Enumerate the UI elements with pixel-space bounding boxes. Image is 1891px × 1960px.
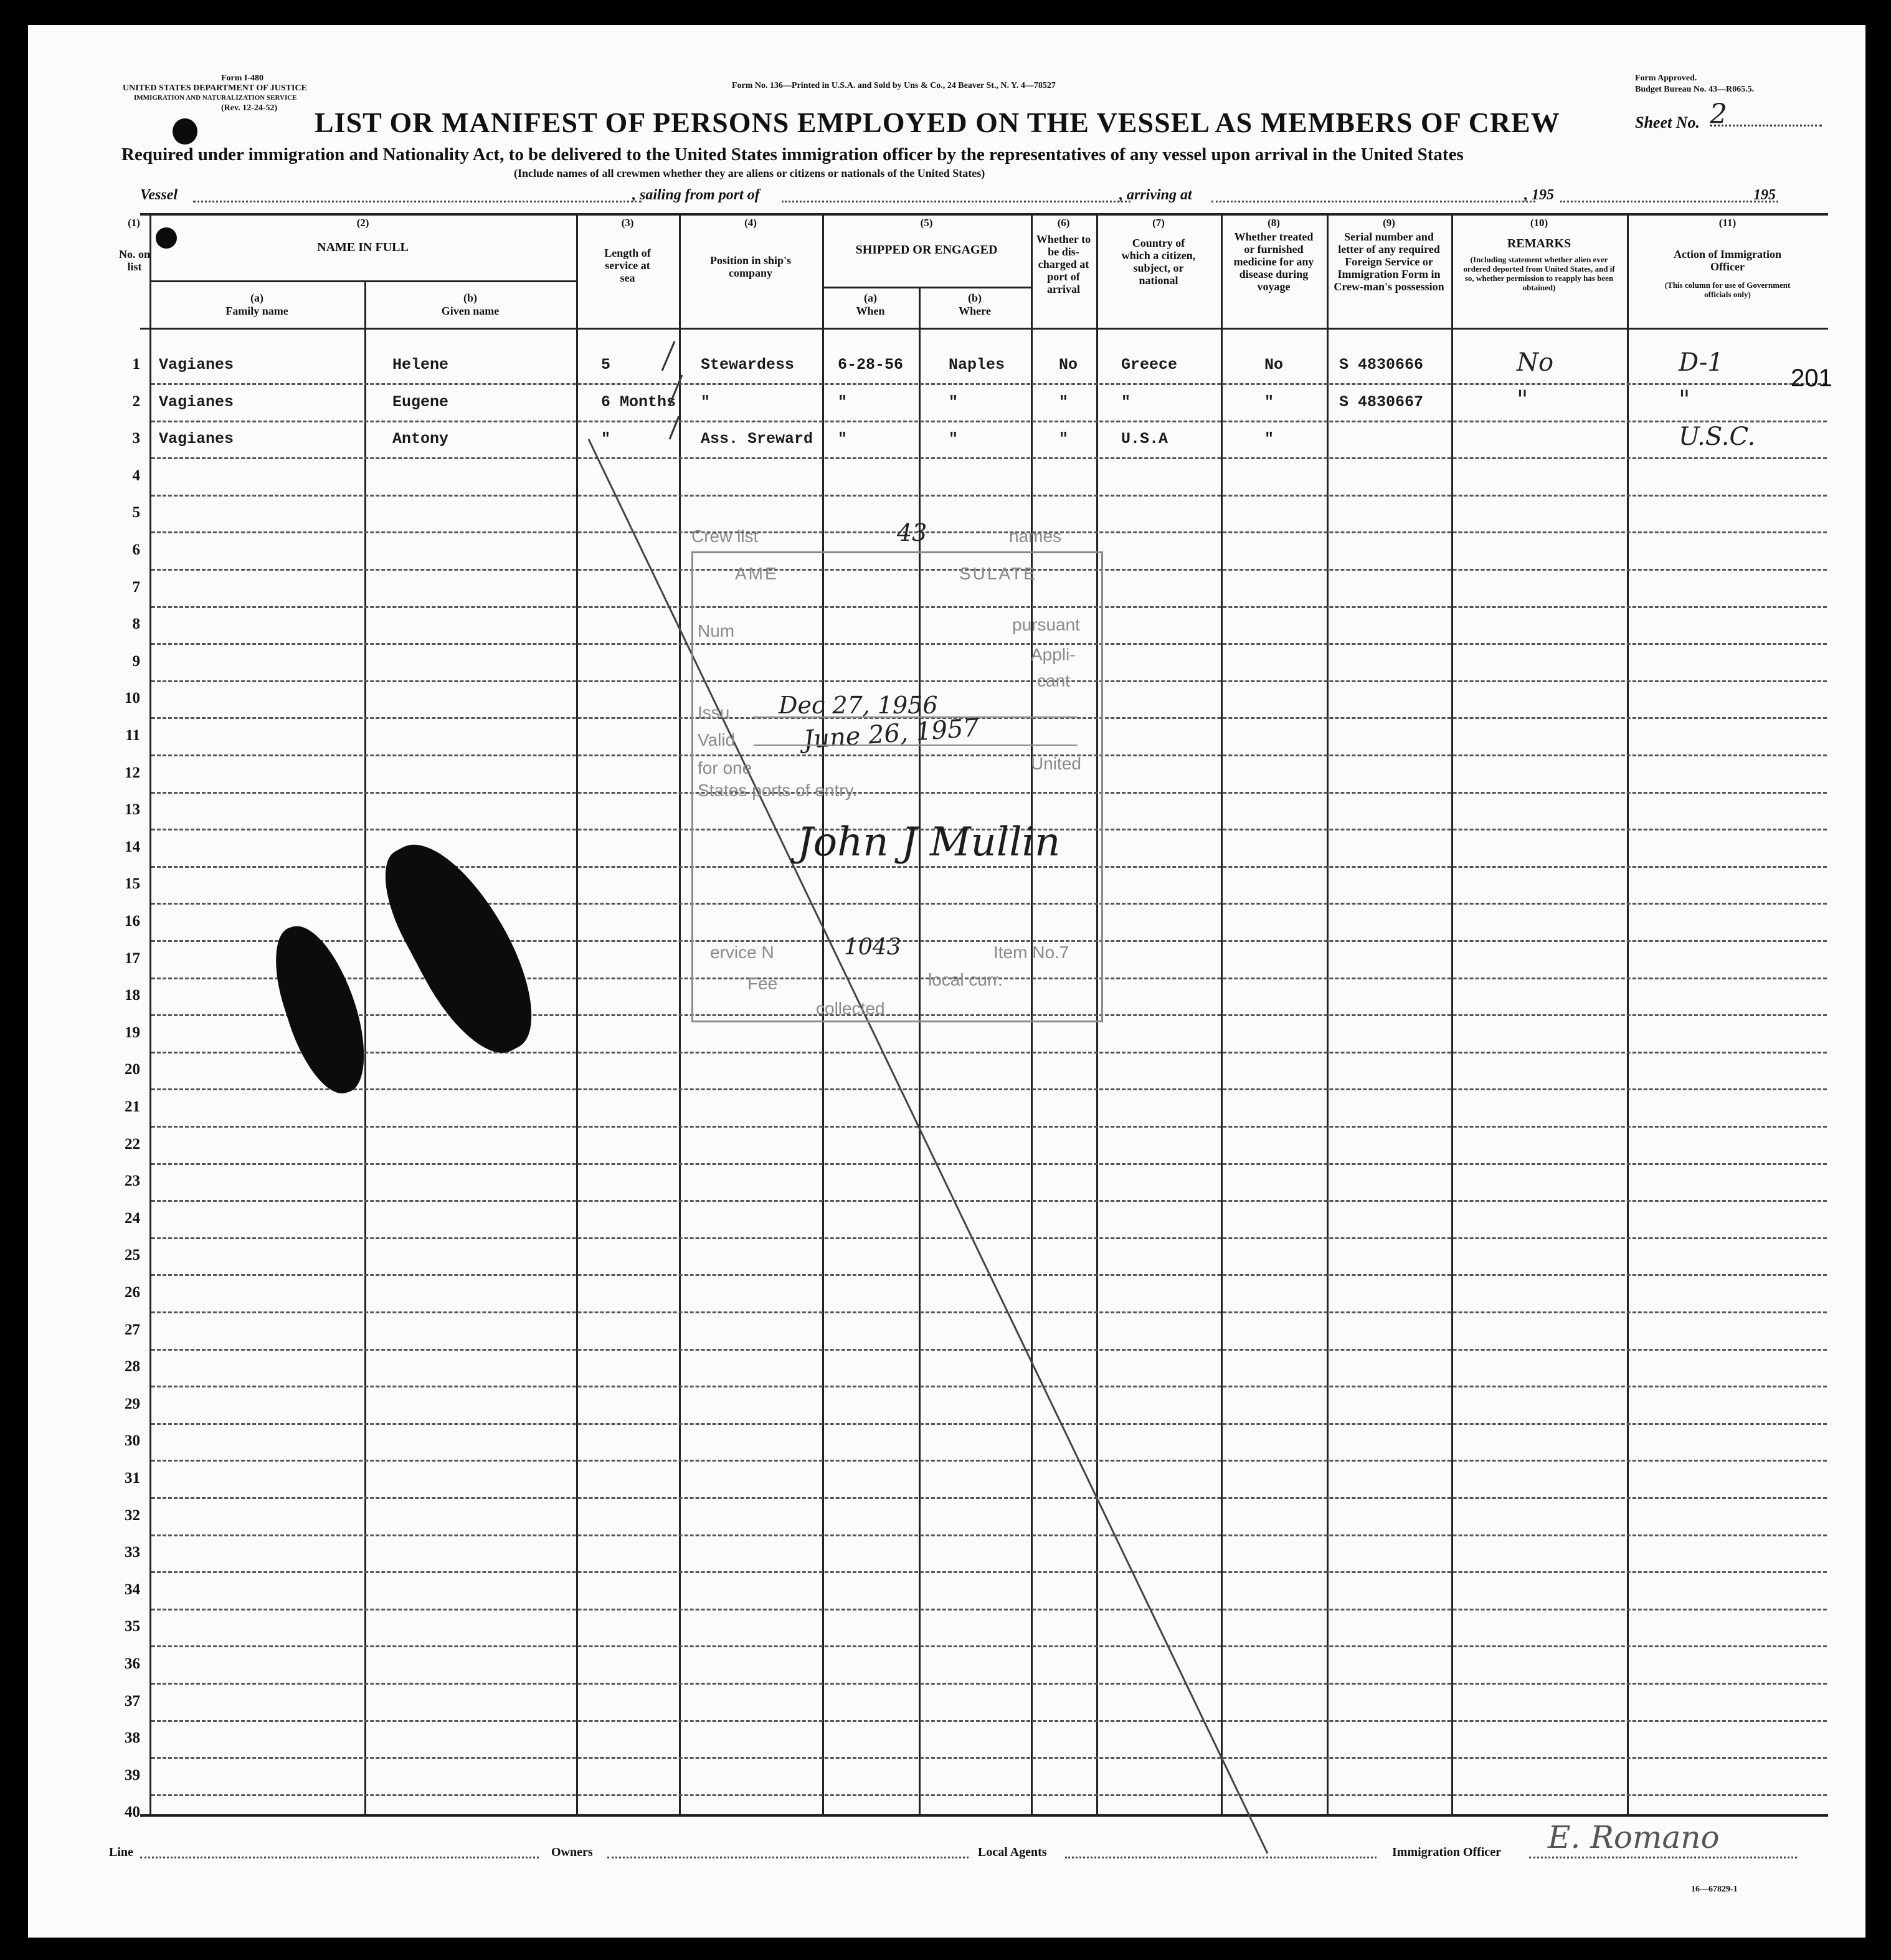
stamp-local: local curr. [928, 970, 1003, 989]
cell-service: 5 [601, 356, 611, 374]
cell-where: " [949, 430, 959, 449]
form-number: Form I-480 [221, 74, 264, 83]
margin-number: 201 [1791, 364, 1832, 392]
col8-num: (8) [1268, 217, 1280, 229]
col5-num: (5) [920, 217, 933, 229]
stamp-header-a: AME [735, 564, 779, 583]
form-approved: Form Approved. [1635, 74, 1697, 83]
col4-label: Position in ship's company [709, 254, 792, 279]
col2-label: NAME IN FULL [317, 240, 409, 254]
cell-where: " [949, 392, 959, 411]
row-number: 11 [125, 727, 140, 744]
cell-position: Stewardess [701, 356, 795, 374]
col10-num: (10) [1530, 217, 1548, 229]
row-number: 20 [125, 1061, 140, 1078]
printer-line: Form No. 136—Printed in U.S.A. and Sold by Uns & Co., 24 Beaver St., N. Y. 4—78527 [732, 81, 1056, 90]
manifest-sheet: Form I-480 UNITED STATES DEPARTMENT OF JUSTICE IMMIGRATION AND NATURALIZATION SERVICE (Rev. 12-24-52) Form No. 136—Printed in U.S.A. and Sold by Uns & Co., 24 Beaver St., N. Y. 4—78527 Form Approved. Budget Bureau No. 43—R065.5. LIST OR MANIFEST OF PERSONS EMPLOYED ON THE VESSEL AS MEMBERS OF CREW Sheet No. 2 Required under immigration and Nationality Act, to be delivered to the United States immigration officer by the representatives of any vessel upon arrival in the United States (Include names of all crewmen whether they are aliens or citizens or nationals of the United States) Vessel , sailing from port of , arriving at , 195 195 (1) No. on list (2) NAME IN FULL (a) Family name (b) Given name (3) Length of service at sea (4) Position in ship's company (5) SHIPPED OR ENGAGED (a) When (b) Where (6) Whether to be dis-charged at port of arrival (7) Country of which a citizen, subject, or national (8) Whether treated or furnished medicine for any disease during voyage (9) Serial number and letter of any required Foreign Service or Immigration Form in Crew-man's possession (10) REMARKS (Including statement whether alien ever ordered deported from United States, and if so, whether permission to reapply has been obtained) (11) Action of Immigration Officer (This column for use of Government officials only) 1 2 3 4 5 6 7 8 9 10 11 12 13 14 15 16 17 18 19 20 21 22 23 24 25 26 27 28 29 30 31 32 33 34 35 36 37 38 39 40 Vagianes Helene 5 Stewardess 6-28-56 Naples No Greece No S 4830666 No D-1 Vagianes Eugene 6 Months " " " " " " S 4830667 " " Vagianes Antony " Ass. Sreward " " " U.S.A " U.S.C. 201 Crew list 43 names AME SULATE Num pursuant Appli- cant Issu Dec 27, 1956 Valid June 26, 1957 for one United States ports of entry. John J Mullin ervice N 1043 Item No.7 Fee local curr. collected Line Owners Local Agents Immigration Officer E. Romano 16—67829-1 [28, 25, 1865, 1938]
col3-num: (3) [621, 217, 634, 229]
row-number: 4 [132, 467, 140, 484]
vessel-label: Vessel [140, 187, 178, 203]
row-number: 39 [125, 1766, 140, 1784]
col9-num: (9) [1383, 217, 1395, 229]
sailing-label: , sailing from port of [632, 187, 760, 203]
col10-label: REMARKS [1507, 237, 1571, 250]
col7-label: Country of which a citizen, subject, or national [1121, 237, 1196, 287]
consulate-stamp [691, 519, 1102, 1025]
stamp-valid-label: Valid [698, 730, 736, 749]
officer-signature: E. Romano [1548, 1819, 1720, 1855]
cell-country: " [1121, 392, 1131, 411]
row-number: 34 [125, 1581, 140, 1598]
col2a-num: (a) [250, 292, 263, 304]
col5a-label: When [856, 305, 885, 317]
sheet-number: 2 [1710, 98, 1727, 130]
cell-when: 6-28-56 [838, 356, 904, 374]
sheet-label: Sheet No. [1635, 113, 1700, 131]
stamp-item-no: Item No.7 [993, 943, 1069, 962]
row-number: 26 [125, 1284, 140, 1301]
cell-action: U.S.C. [1679, 422, 1756, 452]
row-number: 29 [125, 1395, 140, 1412]
stamp-service-label: ervice N [710, 943, 774, 962]
cell-service: 6 Months [601, 392, 676, 411]
row-number: 3 [132, 430, 140, 447]
row-number: 35 [125, 1618, 140, 1635]
row-number: 8 [132, 616, 140, 633]
cell-position: Ass. Sreward [701, 430, 813, 449]
row-number: 19 [125, 1024, 140, 1041]
row-number: 18 [125, 987, 140, 1004]
row-number: 24 [125, 1209, 140, 1227]
cell-family: Vagianes [159, 356, 234, 374]
row-number: 23 [125, 1173, 140, 1190]
check-marks [662, 341, 682, 439]
cell-discharged: No [1059, 356, 1078, 374]
row-number: 6 [132, 541, 140, 558]
cell-when: " [838, 430, 848, 449]
col5b-label: Where [959, 305, 991, 317]
cell-family: Vagianes [159, 392, 234, 411]
row-number: 5 [132, 504, 140, 521]
row-number: 32 [125, 1506, 140, 1524]
col2a-label: Family name [225, 305, 288, 317]
col8-label: Whether treated or furnished medicine for any disease during voyage [1233, 231, 1314, 293]
col5a-num: (a) [864, 292, 877, 304]
row-number: 40 [125, 1804, 140, 1821]
stamp-num: Num [698, 621, 735, 640]
col5b-num: (b) [968, 292, 982, 304]
row-number: 17 [125, 949, 140, 967]
revision: (Rev. 12-24-52) [221, 103, 278, 113]
row-number: 1 [132, 356, 140, 373]
bottom-code: 16—67829-1 [1691, 1885, 1738, 1894]
service: IMMIGRATION AND NATURALIZATION SERVICE [134, 94, 297, 102]
row-number: 10 [125, 690, 140, 707]
row-number: 33 [125, 1544, 140, 1561]
cell-action: " [1679, 385, 1690, 414]
cell-remarks: No [1517, 348, 1554, 377]
col11-num: (11) [1718, 217, 1737, 229]
cell-serial: S 4830666 [1339, 356, 1424, 374]
cell-medicine: No [1264, 356, 1284, 374]
stamp-appli: Appli- [1031, 645, 1076, 664]
col10-sub: (Including statement whether alien ever ordered deported from United States, and if so, whether permission to reapply has been obtained) [1463, 255, 1615, 292]
col11-sub: (This column for use of Government officials only) [1664, 280, 1791, 299]
ink-blot [156, 227, 177, 249]
row-number: 15 [125, 875, 140, 893]
stamp-issued-date: Dec 27, 1956 [779, 692, 938, 719]
row-number: 16 [125, 913, 140, 930]
footer-owners-label: Owners [551, 1845, 593, 1859]
stamp-issued-label: Issu [698, 703, 730, 722]
cell-where: Naples [949, 356, 1005, 374]
department: UNITED STATES DEPARTMENT OF JUSTICE [123, 83, 307, 93]
row-number: 2 [132, 392, 140, 410]
row-number: 7 [132, 578, 140, 596]
stamp-pursuant: pursuant [1012, 615, 1080, 634]
col6-label: Whether to be dis-charged at port of arrival [1036, 233, 1091, 295]
row-number: 36 [125, 1655, 140, 1672]
subtitle: Required under immigration and Nationality Act, to be delivered to the United States immigration officer by the representatives of any vessel upon arrival in the United States [121, 145, 1464, 164]
cell-discharged: " [1059, 430, 1069, 449]
cell-medicine: " [1264, 430, 1274, 449]
row-number: 28 [125, 1358, 140, 1376]
footer-officer-label: Immigration Officer [1392, 1845, 1501, 1859]
stamp-united: United [1031, 754, 1081, 773]
row-number: 27 [125, 1321, 140, 1338]
cell-service: " [601, 430, 611, 449]
cell-position: " [701, 392, 711, 411]
col1-num: (1) [128, 217, 140, 229]
stamp-count: 43 [897, 519, 927, 546]
col7-num: (7) [1152, 217, 1165, 229]
row-number: 22 [125, 1135, 140, 1153]
col2b-label: Given name [441, 305, 500, 317]
stamp-names: names [1009, 526, 1062, 546]
col9-label: Serial number and letter of any required Foreign Service or Immigration Form in Crew-man's possession [1334, 231, 1444, 293]
row-number: 13 [125, 801, 140, 819]
row-number: 31 [125, 1470, 140, 1487]
row-number: 12 [125, 764, 140, 781]
col4-num: (4) [744, 217, 757, 229]
cell-given: Antony [392, 430, 449, 449]
row-number: 30 [125, 1432, 140, 1450]
cell-given: Helene [392, 356, 449, 374]
row-number: 37 [125, 1692, 140, 1710]
col6-num: (6) [1057, 217, 1070, 229]
stamp-cant: cant [1037, 671, 1070, 690]
row-number: 38 [125, 1729, 140, 1747]
cell-given: Eugene [392, 392, 449, 411]
footer-line-label: Line [109, 1845, 133, 1859]
cell-country: Greece [1121, 356, 1178, 374]
row-number: 21 [125, 1098, 140, 1115]
cell-action: D-1 [1679, 348, 1723, 377]
stamp-crew-list: Crew list [691, 526, 759, 546]
cell-medicine: " [1264, 392, 1274, 411]
row-number: 25 [125, 1247, 140, 1264]
row-number: 14 [125, 838, 140, 855]
col2-num: (2) [356, 217, 369, 229]
cell-country: U.S.A [1121, 430, 1168, 449]
stamp-collected: collected [816, 999, 885, 1018]
stamp-service-no: 1043 [844, 935, 901, 960]
cell-family: Vagianes [159, 430, 234, 449]
footer-agents-label: Local Agents [978, 1845, 1047, 1859]
stamp-valid-date: June 26, 1957 [802, 713, 980, 754]
cell-remarks: " [1517, 385, 1528, 414]
year-label: , 195 [1524, 187, 1554, 203]
page-title: LIST OR MANIFEST OF PERSONS EMPLOYED ON THE VESSEL AS MEMBERS OF CREW [315, 107, 1560, 138]
cell-serial: S 4830667 [1339, 392, 1424, 411]
stamp-fee: Fee [747, 974, 778, 993]
stamp-for-one: for one [698, 758, 752, 778]
cell-discharged: " [1059, 392, 1069, 411]
cell-when: " [838, 392, 848, 411]
arriving-label: , arriving at [1119, 187, 1192, 203]
col2b-num: (b) [463, 292, 477, 304]
stamp-header-b: SULATE [959, 564, 1037, 583]
include-note: (Include names of all crewmen whether they are aliens or citizens or nationals of the United States) [514, 167, 985, 179]
stamp-signature: John J Mullin [797, 819, 1061, 865]
budget-bureau: Budget Bureau No. 43—R065.5. [1635, 85, 1755, 94]
row-number: 9 [132, 652, 140, 670]
col1-label: No. on list [119, 248, 151, 273]
stamp-ports: States ports of entry. [698, 781, 858, 800]
col3-label: Length of service at sea [604, 247, 651, 284]
ink-blot [173, 118, 197, 145]
col11-label: Action of Immigration Officer [1674, 248, 1781, 273]
col5-label: SHIPPED OR ENGAGED [855, 243, 998, 257]
